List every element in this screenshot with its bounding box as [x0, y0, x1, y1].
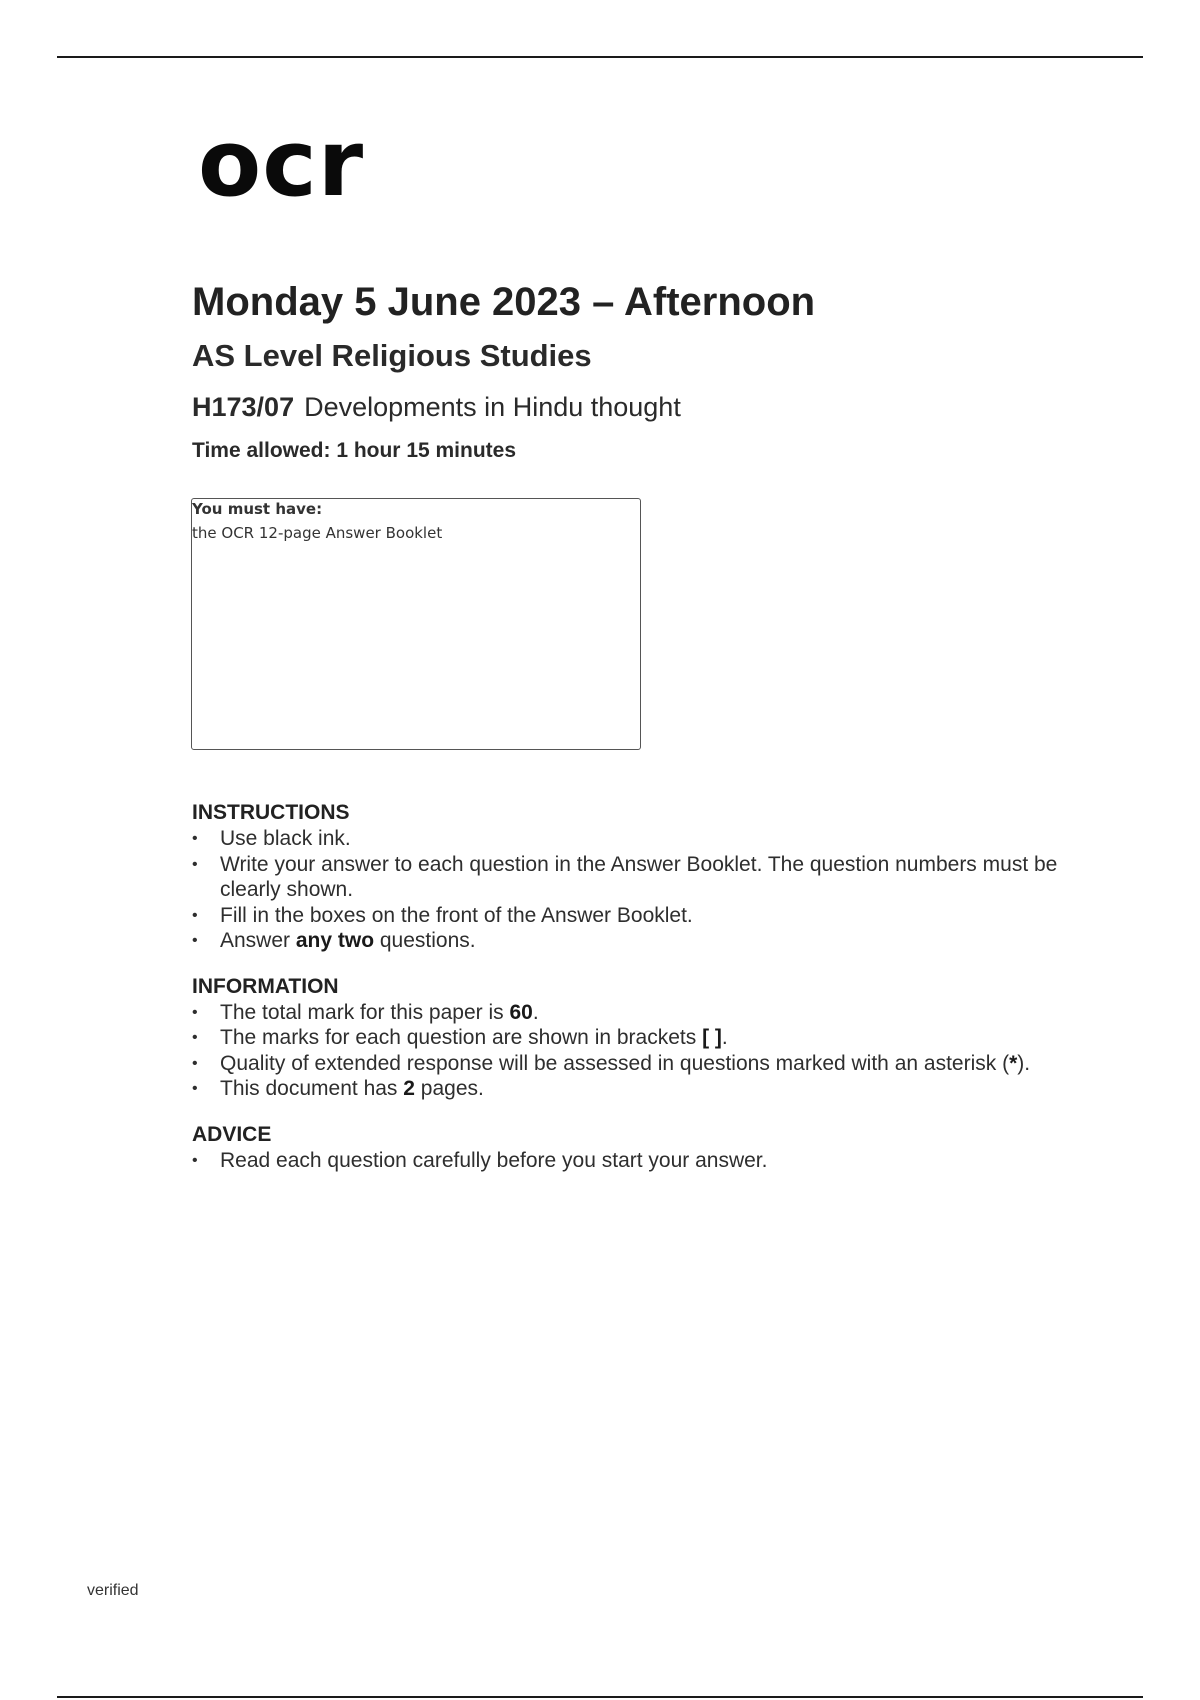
advice-heading: ADVICE [192, 1122, 272, 1146]
list-item: • Answer any two questions. [192, 929, 476, 952]
bullet-icon: • [192, 932, 198, 949]
list-item: • Fill in the boxes on the front of the Answer Booklet. [192, 903, 693, 927]
advice-list [192, 1148, 1092, 1174]
list-item: • This document has 2 pages. [192, 1077, 484, 1100]
bullet-icon: • [192, 1054, 198, 1072]
list-item: • Write your answer to each question in the Answer Booklet. The question numbers must be clearly shown. [192, 852, 1058, 901]
bullet-icon: • [192, 906, 198, 924]
bottom-rule [57, 1696, 1143, 1698]
bullet-icon: • [192, 1029, 198, 1046]
list-item: • Quality of extended response will be assessed in questions marked with an asterisk (*). [192, 1051, 1031, 1075]
list-item: • The marks for each question are shown in brackets [ ]. [192, 1026, 728, 1049]
list-item: • The total mark for this paper is 60. [192, 1000, 539, 1024]
time-allowed: Time allowed: 1 hour 15 minutes [192, 439, 517, 462]
instructions-section [192, 800, 1092, 954]
information-section [192, 974, 1092, 1102]
exam-code-line [192, 390, 1092, 424]
exam-date: Monday 5 June 2023 – Afternoon [192, 280, 816, 324]
exam-level: AS Level Religious Studies [192, 338, 592, 373]
bullet-icon: • [192, 855, 198, 873]
verified-label: verified [87, 1582, 139, 1599]
ocr-logo: ocr [198, 110, 365, 217]
bullet-icon: • [192, 1080, 198, 1097]
instructions-heading: INSTRUCTIONS [192, 801, 350, 824]
must-have-box [191, 498, 641, 750]
list-item: • Use black ink. [192, 827, 351, 850]
instructions-list [192, 826, 1092, 954]
must-have-item: the OCR 12-page Answer Booklet [192, 524, 443, 542]
advice-section [192, 1122, 1092, 1174]
bullet-icon: • [192, 1151, 198, 1169]
top-rule [57, 56, 1143, 58]
list-item: • Read each question carefully before you start your answer. [192, 1148, 768, 1172]
must-have-heading: You must have: [192, 500, 323, 518]
bullet-icon: • [192, 1003, 198, 1021]
exam-header [192, 278, 1092, 464]
exam-title: Developments in Hindu thought [304, 392, 681, 422]
bullet-icon: • [192, 830, 198, 847]
information-heading: INFORMATION [192, 974, 339, 998]
exam-code: H173/07 [192, 392, 295, 422]
exam-sections [192, 800, 1092, 1193]
information-list [192, 1000, 1092, 1102]
